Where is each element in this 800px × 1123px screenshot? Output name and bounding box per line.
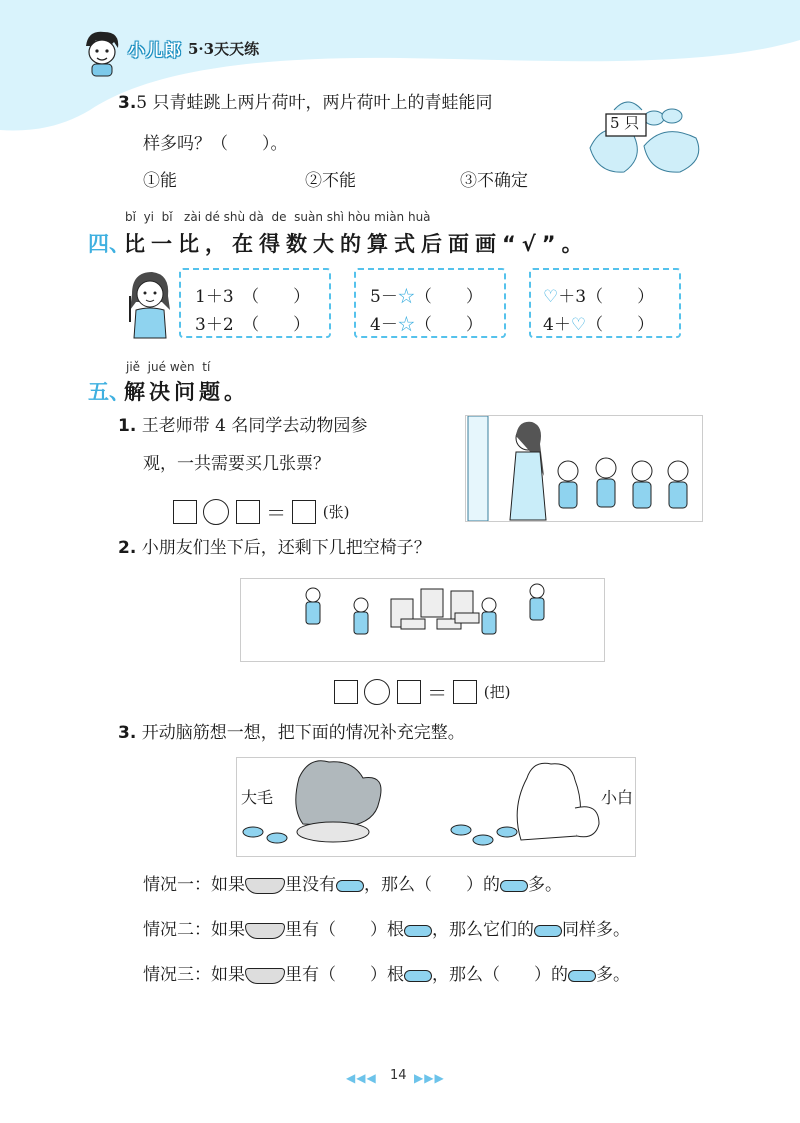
operator-circle[interactable] — [203, 499, 229, 525]
q3-prev-line2: 样多吗？（ ）。 — [143, 134, 288, 154]
case-2: 情况二：如果 里有（ ）根 ，那么它们的 同样多。 — [143, 920, 630, 940]
q3-prev-option-3: ③不确定 — [460, 171, 528, 191]
compare-expr-3b: 4＋♡（ ） — [543, 315, 655, 335]
bowl-icon — [245, 878, 285, 894]
bone-icon — [404, 925, 432, 937]
s5-q2-equation: ＝ (把) — [334, 677, 511, 706]
dog-label-xiaobai: 小白 — [601, 788, 634, 807]
bowl-icon — [245, 968, 285, 984]
compare-expr-1b: 3＋2 （ ） — [195, 315, 311, 335]
section5-title: 解决问题。 — [124, 380, 249, 404]
compare-expr-2a: 5－☆（ ） — [370, 287, 483, 307]
s5-q2-text: 2. 小朋友们坐下后，还剩下几把空椅子？ — [118, 538, 431, 558]
dogs-illustration — [236, 757, 636, 857]
answer-box[interactable] — [236, 500, 260, 524]
compare-expr-3a: ♡＋3（ ） — [543, 287, 655, 307]
star-icon: ☆ — [397, 315, 415, 335]
footer-next-arrows: ▶▶▶ — [414, 1071, 445, 1085]
star-icon: ☆ — [397, 287, 415, 307]
frogs-lotus-illustration — [584, 88, 708, 180]
section4-number: 四、 — [88, 232, 130, 256]
footer-prev-arrows: ◀◀◀ — [346, 1071, 377, 1085]
heart-icon: ♡ — [570, 315, 587, 335]
case-1: 情况一：如果 里没有 ，那么（ ）的 多。 — [143, 875, 562, 895]
q3-prev-line1: 3.5 只青蛙跳上两片荷叶，两片荷叶上的青蛙能同 — [118, 93, 493, 113]
bone-icon — [404, 970, 432, 982]
heart-icon: ♡ — [543, 287, 559, 307]
compare-expr-2b: 4－☆（ ） — [370, 315, 483, 335]
q3-prev-option-1: ①能 — [143, 171, 177, 191]
q3-prev-option-2: ②不能 — [305, 171, 356, 191]
frog-sign-label: 5 只 — [610, 114, 640, 132]
section4-title: 比一比，在得数大的算式后面画“√”。 — [124, 232, 589, 256]
teacher-students-illustration — [465, 415, 703, 522]
s5-q3-text: 3. 开动脑筋想一想，把下面的情况补充完整。 — [118, 723, 465, 743]
compare-group-3 — [529, 268, 681, 338]
answer-box[interactable] — [292, 500, 316, 524]
mascot-avatar — [80, 28, 124, 78]
answer-box[interactable] — [453, 680, 477, 704]
section5-pinyin: jiě jué wèn tí — [126, 360, 211, 374]
series-title: 5·3天天练 — [188, 40, 260, 58]
operator-circle[interactable] — [364, 679, 390, 705]
answer-box[interactable] — [334, 680, 358, 704]
girl-illustration — [122, 266, 178, 340]
s5-q1-equation: ＝ (张) — [173, 497, 350, 526]
compare-expr-1a: 1＋3 （ ） — [195, 287, 311, 307]
s5-q1-line2: 观，一共需要买几张票？ — [143, 454, 330, 474]
bone-icon — [568, 970, 596, 982]
section4-pinyin: bǐ yi bǐ zài dé shù dà de suàn shì hòu miàn huà — [125, 210, 431, 224]
answer-box[interactable] — [397, 680, 421, 704]
bowl-icon — [245, 923, 285, 939]
case-3: 情况三：如果 里有（ ）根 ，那么（ ）的 多。 — [143, 965, 630, 985]
dog-label-damao: 大毛 — [241, 788, 274, 807]
bone-icon — [534, 925, 562, 937]
bone-icon — [336, 880, 364, 892]
compare-group-2 — [354, 268, 506, 338]
brand-logo-text: 小儿郎 — [128, 41, 182, 61]
answer-box[interactable] — [173, 500, 197, 524]
page-number: 14 — [390, 1068, 407, 1083]
compare-group-1 — [179, 268, 331, 338]
section5-number: 五、 — [88, 380, 130, 404]
chairs-children-illustration — [240, 578, 605, 662]
bone-icon — [500, 880, 528, 892]
s5-q1-line1: 1. 王老师带 4 名同学去动物园参 — [118, 416, 368, 436]
